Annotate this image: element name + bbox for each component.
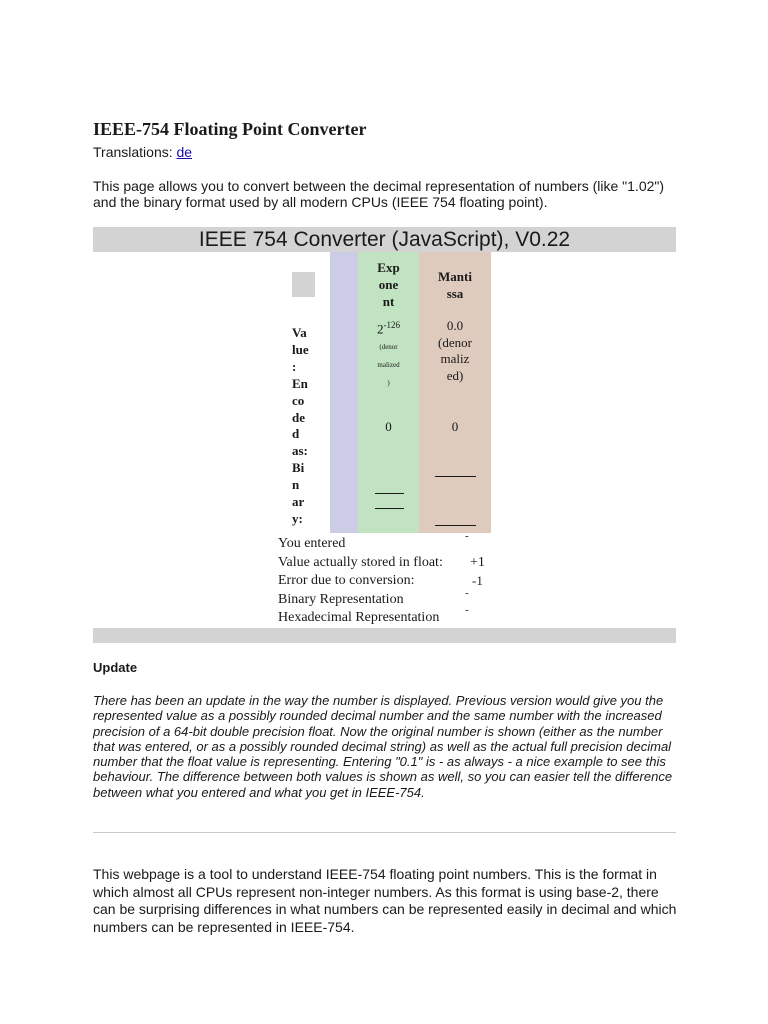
converter-footer-bar <box>93 628 676 643</box>
exponent-value <box>358 316 419 392</box>
binary-representation-label: Binary Representation <box>278 592 404 607</box>
exponent-encoded: 0 <box>385 419 392 434</box>
exponent-header: Exp one nt <box>377 260 400 309</box>
mantissa-header: Manti ssa <box>438 269 472 301</box>
translation-link-de[interactable]: de <box>176 144 193 160</box>
error-value: -1 <box>472 573 483 588</box>
error-label: Error due to conversion: <box>278 573 415 588</box>
mantissa-bit-line-2 <box>435 525 476 526</box>
page-title: IEEE-754 Floating Point Converter <box>93 119 367 139</box>
about-paragraph: This webpage is a tool to understand IEEE-754 floating point numbers. This is the format in which almost all CPUs represent non-integer numbers. As this format is using base-2, there can be surprising differences in what numbers can be represented easily in decimal and which numbers can be represented in IEEE-754. <box>93 866 677 935</box>
update-paragraph: There has been an update in the way the number is displayed. Previous version would give you the represented value as a possibly rounded decimal number and the same number with the increased precision of a 64-bit double precision float. Now the original number is shown (either as the number that was entered, or as a possibly rounded decimal string) as well as the actual full precision decimal number that the float value is representing. Entering "0.1" is - as always - a nice example to see this behaviour. The difference between both values is shown as well, so you can easier tell the difference between what you entered and what you get in IEEE-754. <box>93 693 673 800</box>
exponent-value-power: -126 <box>383 320 400 330</box>
row-labels: Va lue : En co de d as: Bi n ar y: <box>292 325 309 526</box>
section-divider <box>93 832 676 833</box>
exponent-value-base: 2 <box>377 321 384 337</box>
you-entered-label: You entered <box>278 536 346 551</box>
hex-representation-label: Hexadecimal Representation <box>278 610 440 625</box>
converter-title: IEEE 754 Converter (JavaScript), V0.22 <box>93 227 676 252</box>
update-heading: Update <box>93 660 138 675</box>
exponent-value-note: (denor malized ) <box>377 343 400 388</box>
mantissa-value: 0.0 (denor maliz ed) <box>438 318 472 383</box>
value-stored-value: +1 <box>470 555 485 570</box>
you-entered-value: - <box>465 530 469 542</box>
sign-column <box>330 252 358 533</box>
value-stored-label: Value actually stored in float: <box>278 555 443 570</box>
translations-line <box>93 144 192 160</box>
sign-checkbox[interactable] <box>292 272 315 297</box>
exponent-bit-line-2 <box>375 508 404 509</box>
hex-representation-value: - <box>465 604 469 616</box>
binary-representation-value: - <box>465 587 469 599</box>
mantissa-encoded: 0 <box>451 419 459 434</box>
translations-label: Translations: <box>93 144 173 160</box>
mantissa-bit-line-1 <box>435 476 476 477</box>
intro-paragraph: This page allows you to convert between the decimal representation of numbers (like "1.02") and the binary format used by all modern CPUs (IEEE 754 floating point). <box>93 178 665 210</box>
exponent-bit-line-1 <box>375 493 404 494</box>
